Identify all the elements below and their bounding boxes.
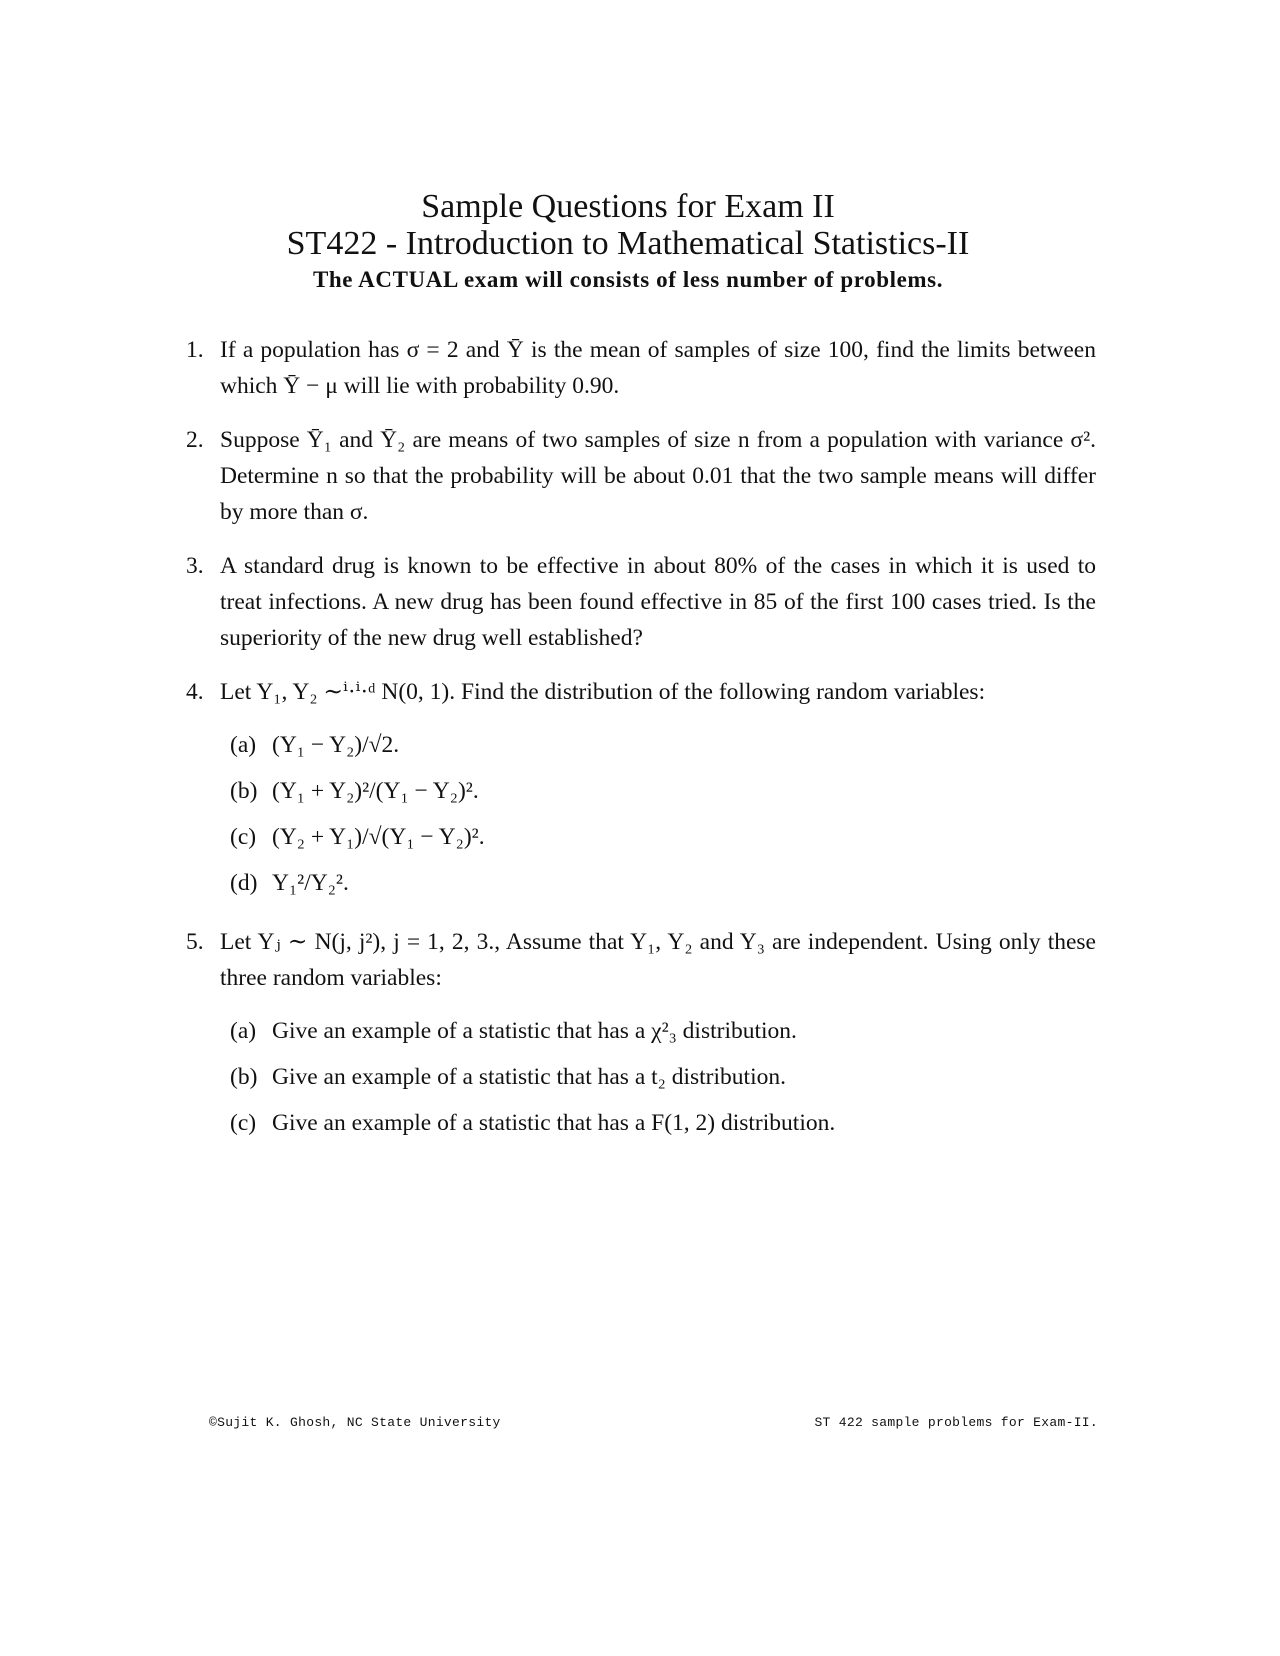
question-list [186,332,1096,1164]
subquestion-4c [230,814,1096,860]
subquestion-5c [230,1100,1096,1146]
subquestion-label: (a) [230,1018,257,1044]
subquestion-text: Give an example of a statistic that has a F(1, 2) distribution. [272,1110,836,1136]
question-number: 2. [186,427,204,453]
subquestion-label: (a) [230,732,257,758]
question-text: Let Y₁, Y₂ ∼ⁱ·ⁱ·ᵈ N(0, 1). Find the distribution of the following random variables: [220,679,986,705]
subquestion-4d [230,860,1096,906]
question-number: 5. [186,929,204,955]
course-title: ST422 - Introduction to Mathematical Statistics-II [286,225,970,262]
subquestion-5a [230,1008,1096,1054]
question-number: 3. [186,553,204,579]
subquestion-label: (c) [230,824,257,850]
subquestion-text: Give an example of a statistic that has a t₂ distribution. [272,1064,786,1090]
footer-copyright: ©Sujit K. Ghosh, NC State University [209,1415,501,1430]
subquestion-label: (d) [230,870,258,896]
exam-note: The ACTUAL exam will consists of less number of problems. [312,267,944,292]
subquestion-text: (Y₂ + Y₁)/√(Y₁ − Y₂)². [272,824,485,850]
question-text: Let Yⱼ ∼ N(j, j²), j = 1, 2, 3., Assume that Y₁, Y₂ and Y₃ are independent. Using only these three random variables: [220,929,1096,991]
question-number: 4. [186,679,204,705]
page-title: Sample Questions for Exam II [421,188,835,225]
footer-course-label: ST 422 sample problems for Exam-II. [814,1415,1098,1430]
question-text: If a population has σ = 2 and Ȳ is the mean of samples of size 100, find the limits between which Ȳ − μ will lie with probability 0.90. [220,337,1096,399]
title-block [0,188,1256,293]
question-3 [186,548,1096,656]
question-text: Suppose Ȳ₁ and Ȳ₂ are means of two samples of size n from a population with variance σ². Determine n so that the probability will be about 0.01 that the two sample means will differ by more than σ. [220,427,1096,525]
subquestion-list [230,1008,1096,1146]
question-4 [186,674,1096,906]
subquestion-5b [230,1054,1096,1100]
question-text: A standard drug is known to be effective in about 80% of the cases in which it is used to treat infections. A new drug has been found effective in 85 of the first 100 cases tried. Is the superiority of the new drug well established? [220,553,1096,651]
subquestion-text: Give an example of a statistic that has a χ²₃ distribution. [272,1018,797,1044]
subquestion-label: (b) [230,778,258,804]
subquestion-text: (Y₁ + Y₂)²/(Y₁ − Y₂)². [272,778,479,804]
subquestion-4b [230,768,1096,814]
question-2 [186,422,1096,530]
question-5 [186,924,1096,1146]
question-1 [186,332,1096,404]
subquestion-text: (Y₁ − Y₂)/√2. [272,732,400,758]
subquestion-text: Y₁²/Y₂². [272,870,349,896]
subquestion-4a [230,722,1096,768]
subquestion-label: (b) [230,1064,258,1090]
subquestion-list [230,722,1096,906]
question-number: 1. [186,337,204,363]
subquestion-label: (c) [230,1110,257,1136]
